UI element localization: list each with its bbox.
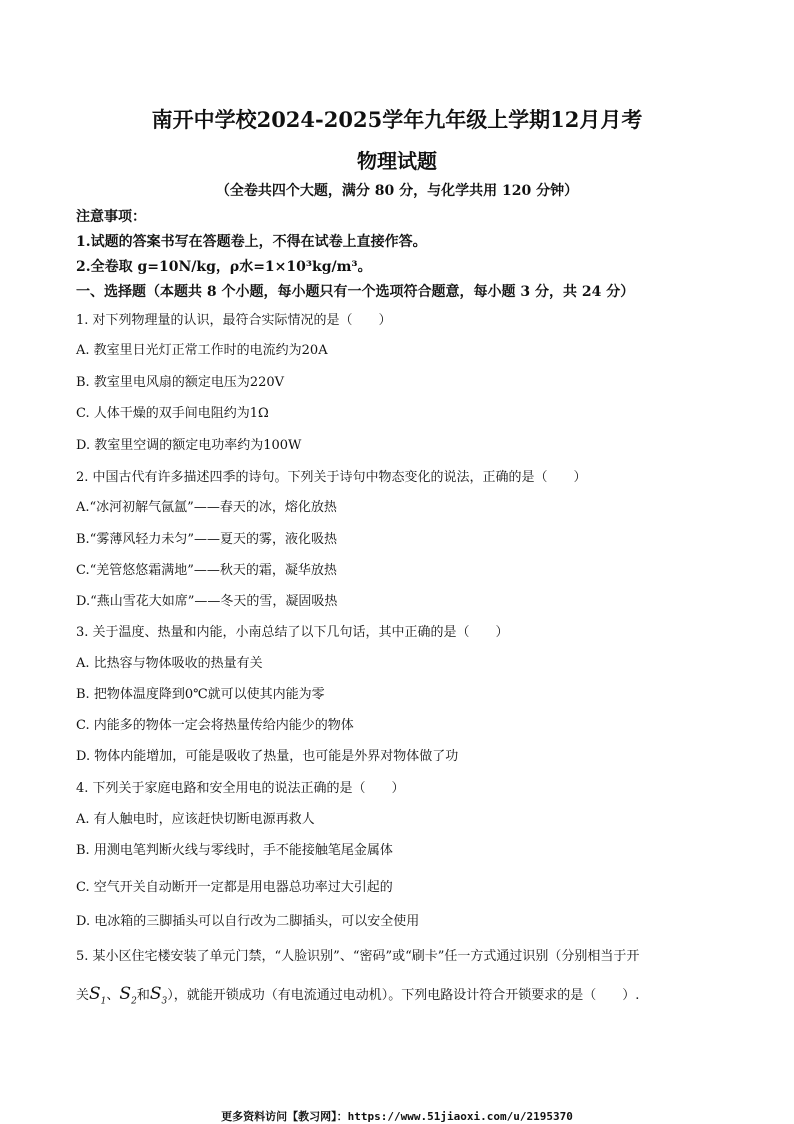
notes-heading: 注意事项：	[76, 209, 146, 225]
footer-link[interactable]: 更多资料访问【教习网】：https://www.51jiaoxi.com/u/2195370	[221, 1110, 573, 1123]
q5-pre: 关	[76, 988, 90, 1003]
question-1-stem: 1. 对下列物理量的认识，最符合实际情况的是（ ）	[76, 313, 392, 328]
question-2-option-d: D.“燕山雪花大如席”——冬天的雪，凝固吸热	[76, 594, 338, 609]
question-5-stem: 5. 某小区住宅楼安装了单元门禁，“人脸识别”、“密码”或“刷卡”任一方式通过识别（分别相当于开	[76, 949, 640, 964]
question-3-option-d: D. 物体内能增加，可能是吸收了热量，也可能是外界对物体做了功	[76, 749, 459, 764]
switch-s3: $S_3$	[149, 984, 168, 1007]
note-1: 1.试题的答案书写在答题卷上，不得在试卷上直接作答。	[76, 234, 427, 250]
question-4-option-c: C. 空气开关自动断开一定都是用电器总功率过大引起的	[76, 880, 393, 895]
note-2: 2.全卷取 g=10N/kg，ρ水=1×10³kg/m³。	[76, 259, 372, 275]
question-1-option-b: B. 教室里电风扇的额定电压为220V	[76, 375, 285, 390]
question-1-option-d: D. 教室里空调的额定电功率约为100W	[76, 438, 302, 453]
question-3-stem: 3. 关于温度、热量和内能，小南总结了以下几句话，其中正确的是（ ）	[76, 625, 509, 640]
question-2-option-c: C.“羌管悠悠霜满地”——秋天的霜，凝华放热	[76, 563, 337, 578]
exam-title: 南开中学校2024-2025学年九年级上学期12月月考	[151, 107, 643, 132]
question-2-stem: 2. 中国古代有许多描述四季的诗句。下列关于诗句中物态变化的说法，正确的是（ ）	[76, 470, 587, 485]
question-4-stem: 4. 下列关于家庭电路和安全用电的说法正确的是（ ）	[76, 781, 405, 796]
question-3-option-c: C. 内能多的物体一定会将热量传给内能少的物体	[76, 718, 354, 733]
question-3-option-a: A. 比热容与物体吸收的热量有关	[76, 656, 263, 671]
exam-info: （全卷共四个大题，满分 80 分，与化学共用 120 分钟）	[215, 183, 579, 199]
q5-sep: 、	[106, 988, 120, 1003]
section-heading: 一、选择题（本题共 8 个小题，每小题只有一个选项符合题意，每小题 3 分，共 24 分）	[76, 284, 635, 300]
switch-s2: $S_2$	[119, 984, 137, 1007]
question-4-option-d: D. 电冰箱的三脚插头可以自行改为二脚插头，可以安全使用	[76, 914, 420, 929]
q5-and: 和	[136, 988, 150, 1003]
question-5-stem-cont	[76, 984, 639, 1006]
question-3-option-b: B. 把物体温度降到0℃就可以使其内能为零	[76, 687, 325, 702]
question-2-option-b: B.“雾薄风轻力未匀”——夏天的雾，液化吸热	[76, 532, 337, 547]
question-4-option-a: A. 有人触电时，应该赶快切断电源再救人	[76, 812, 315, 827]
question-1-option-c: C. 人体干燥的双手间电阻约为1Ω	[76, 406, 269, 421]
q5-post: ），就能开锁成功（有电流通过电动机）。下列电路设计符合开锁要求的是（ ）.	[167, 988, 640, 1003]
question-2-option-a: A.“冰河初解气氤氲”——春天的冰，熔化放热	[76, 500, 337, 515]
exam-subject: 物理试题	[357, 149, 437, 173]
question-4-option-b: B. 用测电笔判断火线与零线时，手不能接触笔尾金属体	[76, 843, 393, 858]
question-1-option-a: A. 教室里日光灯正常工作时的电流约为20A	[76, 343, 328, 358]
switch-s1: $S_1$	[89, 984, 107, 1007]
